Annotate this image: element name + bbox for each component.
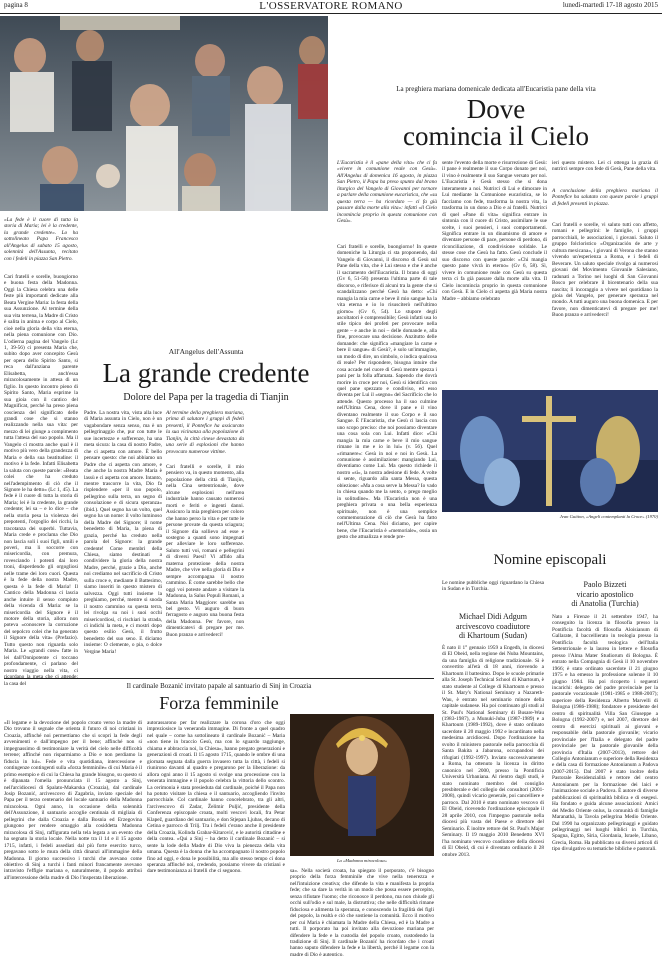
painting-caption: Jean Guitton, «Angeli contemplanti la Croce» (1970)	[559, 514, 658, 519]
painting-image	[442, 390, 658, 512]
dove-col3-intro: A conclusione della preghiera mariana il Pontefice ha salutato con queste parole i gruppi di fedeli presenti in piazza.	[552, 188, 658, 207]
forza-kicker: Il cardinale Bozanić invitato papale al santuario di Sinj in Croazia	[126, 682, 312, 690]
nomine-b-name	[552, 580, 658, 609]
intro-quote: «La fede è il cuore di tutta la storia di Maria; lei è la credente, la grande credente». Lo ha sottolineato Papa Francesco all'Angelus di sabato 15 agosto, solennità dell'Assunta, recitato con i fedeli in piazza San Pietro.	[4, 217, 78, 262]
madonna-caption: La «Madonna miracolosa»	[336, 858, 388, 863]
page-number: pagina 8	[4, 1, 28, 9]
nomine-b-name-line1: Paolo Bizzeti	[583, 580, 627, 589]
dove-col1: Cari fratelli e sorelle, buongiorno! In queste domeniche la Liturgia ci sta proponendo, dal Vangelo di Giovanni, il discorso di Gesù sul Pane della vita, che è Lui stesso e che è anche il sacramento dell'Eucaristia. Il brano di oggi (Gv 6, 51-58) presenta l'ultima parte di tale discorso, e riferisce di alcuni tra la gente che si scandalizzano perché Gesù ha detto: «Chi mangia la mia carne e beve il mio sangue ha la vita eterna e io lo risusciterò nell'ultimo giorno» (Gv 6, 54). Lo stupore degli ascoltatori è comprensibile; Gesù infatti usa lo stile tipico dei profeti per provocare nella gente – e anche in noi – delle domande e, alla fine, provocare una decisione. Anzitutto delle domande: che significa «mangiare la carne e bere il sangue» di Gesù?, è solo un'immagine, un modo di dire, un simbolo, o indica qualcosa di reale? Per rispondere, bisogna intuire che cosa accade nel cuore di Gesù mentre spezza i pani per la folla affamata. Sapendo che dovrà morire in croce per noi, Gesù si identifica con quel pane spezzato e condiviso, ed esso diventa per Lui il «segno» del Sacrificio che lo attende. Questo processo ha il suo culmine nell'Ultima Cena, dove il pane e il vino diventano realmente il suo Corpo e il suo Sangue. È l'Eucaristia, che Gesù ci lascia con uno scopo preciso: che noi possiamo diventare una cosa sola con Lui. Infatti dice: «Chi mangia la mia carne e beve il mio sangue rimane in me e io in lui» (v. 56). Quel «rimanere»: Gesù in noi e noi in Gesù. La comunione è assimilazione: mangiando Lui, diventiamo come Lui. Ma questo richiede il nostro «sì», la nostra adesione di fede. A volte si sente, riguardo alla santa Messa, questa obiezione: «Ma a cosa serve la Messa? Io vado in chiesa quando me la sento, o prego meglio in solitudine». Ma l'Eucaristia non è una preghiera privata o una bella esperienza spirituale, non è una semplice commemorazione di ciò che Gesù ha fatto nell'Ultima Cena. Noi diciamo, per capire bene, che l'Eucaristia è «memoriale», ossia un gesto che attualizza e rende pre-	[337, 244, 437, 541]
nomine-a-name-line2: arcivescovo coadiutore	[456, 621, 530, 631]
madonna-miracolosa-painting	[290, 714, 434, 856]
angelus-col2: Cari fratelli e sorelle, il mio pensiero va, in questo momento, alla popolazione della città di Tianjin, nella Cina settentrionale, dove alcune esplosioni nell'area industriale hanno causato numerosi morti e feriti e ingenti danni. Assicuro la mia preghiera per coloro che hanno perso la vita e per tutte le persone provate da questa sciagura; il Signore dia sollievo ad esse e sostegno a quanti sono impegnati per alleviare le loro sofferenze. Saluto tutti voi, romani e pellegrini di diversi Paesi! Vi affido alla materna protezione della nostra Madre, che vive nella gloria di Dio e sempre accompagna il nostro cammino. È come sarebbe bello che oggi voi poteste andare a visitare la Madonna, la Salus Populi Romani, a Santa Maria Maggiore: sarebbe un bel gesto. Vi auguro di buon ferragosto e auguro una buona festa della Madonna. Per favore, non dimenticatevi di pregare per me. Buon pranzo e arrivederci!	[166, 464, 244, 638]
nomine-b-body: Nato a Firenze il 21 settembre 1947, ha conseguito la licenza in filosofia presso la Pontificia facoltà di filosofia Aloisianum di Gallarate, il baccellierato in teologia presso la Pontificia facoltà teologica dell'Italia Settentrionale e la laurea in lettere e filosofia presso l'Alma Mater Studiorum di Bologna. È entrato nella Compagnia di Gesù il 10 novembre 1966; è stato ordinato sacerdote il 21 giugno 1975 e ha emesso la professione solenne il 10 giugno 1984. Ha poi ricoperto i seguenti incarichi: delegato del padre provinciale per la pastorale vocazionale (1981-1985 e 1988-2007); superiore della Residenza Alberto Marvelli di Bologna (1986-1988); fondatore e presidente del centro di spiritualità Villa San Giuseppe a Bologna (1992-2007) e, nel 2007, direttore del centro di esercizi spirituali ai giovani e responsabile della pastorale giovanile; vicario provinciale per l'Italia e delegato del padre provinciale per la pastorale giovanile della provincia d'Italia (2007-2013), rettore del Collegio Antonianum e superiore della Residenza e della casa di formazione Antonianum a Padova (2007-2015). Dal 2007 è stato inoltre della Pastorale Residenzialità e rettore del centro Antonianum per la formazione dei laici e l'animazione sociale a Padova. È autore di diverse pubblicazioni di spiritualità biblica e di esegesi. Ha fondato e guida alcune associazioni: Amici del Medio Oriente onlus, la comunità di famiglie Maranathà, la Tavola pellegrina Medio Oriente. Dal 1990 ha organizzato pellegrinaggi e guidato pellegrinaggi nei luoghi biblici in Turchia, Spagna, Egitto, Siria, Giordania, Israele, Libano, Grecia, Roma. Ha pubblicato su diversi articoli di tipo divulgativo su tematiche bibliche e pastorali.	[552, 614, 658, 853]
dove-col3: ieri questo mistero. Lei ci ottenga la grazia di nutrirci sempre con fede di Gesù, Pane della vita.	[552, 160, 658, 173]
header-rule	[0, 13, 662, 14]
forza-col2: autorassarono per far realizzare la corona d'oro che oggi impreziosisce la veneranda immagine. Di fronte a quel quadro nel quale – come ha sottolineato il cardinale Bozanić – Maria «non tiene in braccio Gesù, ma con lo sguardo raggiunge, chiama e abbraccia noi, la Chiesa», hanno pregato generazioni e generazioni di croati. Il 15 agosto 1715, quando le ombre di una giornata segnata dalla guerra invasero tutta la città, i fedeli si riunirono davanti al quadro e pregarono per la liberazione: da allora ogni anno il 15 agosto si svolge una processione con la venerata immagine e il popolo celebra la vittoria dello scontro. La cerimonia è stata presieduta dal cardinale, poiché il Papa non ha potuto visitare la chiesa e il santuario, accogliendo l'invito parrocchiale. Col cardinale hanno concelebrato, tra gli altri, l'arcivescovo di Zadar, Želimir Puljić, presidente della Conferenza episcopale croata, molti vescovi locali, fra Petar Klapež, guardiano del santuario, e don Stjepan Ljubas, decano di Cetina e parroco di Trilj. Tra i fedeli c'erano anche il presidente della Croazia, Kolinda Grabar-Kitarović, e le autorità cittadine e della contea. «Qui a Sinj – ha detto il cardinale Bozanić – si sente la lode della Madre di Dio viva la pienezza della vita umana. Questa è la donna che ha accompagnato il nostro popolo fino ad oggi, e dona le possibilità, ma allo stesso tempo ci dona speranza affinché noi, credendo, possiamo vivere da cristiani e dare testimonianza ai fratelli che ci seguono.	[147, 720, 285, 875]
issue-date: lunedì-martedì 17-18 agosto 2015	[562, 1, 658, 9]
crowd-photo	[0, 16, 328, 211]
crowd-photo-image	[0, 16, 328, 211]
nomine-a-name	[442, 612, 544, 641]
intro-body: Cari fratelli e sorelle, buongiorno e buona festa della Madonna. Oggi la Chiesa celebra una delle feste più importanti dedicate alla Beata Vergine Maria: la festa della sua Assunzione. Al termine della sua vita terrena, la Madre di Cristo è salita in anima e corpo al Cielo, cioè nella gloria della vita eterna, nella piena comunione con Dio. L'odierna pagina del Vangelo (Lc 1, 39-56) ci presenta Maria che, subito dopo aver concepito Gesù per opera dello Spirito Santo, si reca dall'anziana parente Elisabetta, anch'essa miracolosamente in attesa di un figlio. In questo incontro pieno di Spirito Santo, Maria esprime la sua gioia con il cantico del Magnificat, perché ha preso piena coscienza del significato delle grandi cose che si stanno realizzando nella sua vita: per mezzo di lei giunge a compimento tutta l'attesa del suo popolo. Ma il Vangelo ci mostra anche qual è il motivo più vero della grandezza di Maria e della sua beatitudine: il motivo è la fede. Infatti Elisabetta la saluta con queste parole: «Beata colei che ha creduto nell'adempimento di ciò che il Signore le ha detto» (Lc 1, 45). La fede è il cuore di tutta la storia di Maria; lei è la credente, la grande credente; lei sa – e lo dice – che nella storia pesa la violenza dei prepotenti, l'orgoglio dei ricchi, la tracotanza dei superbi. Tuttavia, Maria crede e proclama che Dio non lascia soli i suoi figli, umili e poveri, ma li soccorre con misericordia, con premura, rovesciando i potenti dai loro troni, disperdendo gli orgogliosi nelle trame dei loro cuori. Questa è la fede della nostra Madre, questa è la fede di Maria! Il Cantico della Madonna ci lascia anche intuire il senso compiuto della vicenda di Maria: se la misericordia del Signore è il motore della storia, allora non poteva «conoscere la corruzione del sepolcro colei che ha generato il Signore della vita» (Prefazio). Tutto questo non riguarda solo Maria. Le «grandi cose» fatte in lei dall'Onnipotente ci toccano profondamente, ci parlano del nostro viaggio nella vita, ci la casa del	[4, 274, 78, 687]
nomine-a-name-line3: di Khartoum (Sudan)	[459, 631, 527, 640]
angelus-kicker: All'Angelus dell'Assunta	[168, 347, 244, 356]
dove-col1-intro: L'Eucaristia è il «pane della vita» che ci fa «vivere in comunione reale con Gesù». All'Angelus di domenica 16 agosto, in piazza San Pietro, il Papa ha preso spunto dal brano liturgico del Vangelo di Giovanni per tornare a parlare della comunione eucaristica, che «su questa terra — ha ricordato — ci fa già passare dalla morte alla vita»: infatti «il Cielo incomincia proprio in questa comunione con Gesù».	[337, 160, 437, 225]
nomine-a-body: È nato il 1° gennaio 1959 a Engedh, in diocesi di El Obeid, nella regione dei Nuba Mountains, da una famiglia di religione tradizionale. Si è convertito all'età di 18 anni, ricevendo a Khartoum il battesimo. Dopo le scuole primarie alla St. Joseph Technical School di Khartoum, è stato studente al College di Khartoum e presso il St. Mary's National Seminary a Nazareth-Wau, è entrato nel seminario minore della capitale sudanese. Ha poi continuato gli studi al St. Paul's National Seminary di Busare-Wau (1983-1987), a Munuki-Juba (1987-1989) e a Khartoum (1989-1992), dove è stato ordinato sacerdote il 20 maggio 1992 e incardinato nella medesima arcidiocesi. Dopo l'ordinazione ha svolto il ministero pastorale nella parrocchia di Santa Bakita a Jabarona, occupandosi dei rifugiati (1992-1997). Inviato successivamente a Roma, ha ottenuto la licenza in diritto canonico nel 2000, presso la Pontificia Università Urbaniana. Al rientro dagli studi, è stato nominato membro del consiglio presbiterale e del collegio dei consultori (2001-2008), quindi vicario generale, poi cancelliere e parroco. Dal 2010 è stato nominato vescovo di El Obeid, ricevendo l'ordinazione episcopale il 28 aprile 2010, con l'impegno pastorale nella diocesi più vasta del Paese e direttore del Seminario. È inoltre rettore del St. Paul's Major Seminary. Il 19 maggio 2010 Benedetto XVI l'ha nominato vescovo coadiutore della diocesi di El Obeid, di cui è diventato ordinario il 28 ottobre 2013.	[442, 645, 544, 858]
dove-title-line1: Dove	[466, 94, 526, 124]
angelus-col1: Padre. La nostra vita, vista alla luce di Maria assunta in Cielo, non è un vagabondare senza senso, ma è un pellegrinaggio che, pur con tutte le sue incertezze e sofferenze, ha una meta sicura: la casa di nostro Padre, che ci aspetta con amore. È bello pensare questo: che noi abbiamo un Padre che ci aspetta con amore, e che anche la nostra Madre Maria è lassù e ci aspetta con amore. Intanto, mentre trascorre la vita, Dio fa risplendere «per il suo popolo, pellegrino sulla terra, un segno di consolazione e di sicura speranza» (ibid.). Quel segno ha un volto, quel segno ha un nome: il volto luminoso della Madre del Signore; il nome benedetto di Maria, la piena di grazia, perché ha creduto nella parola del Signore: la grande credente! Come membri della Chiesa, siamo destinati a condividere la gloria della nostra Madre, perché, grazie a Dio, anche noi crediamo nel sacrificio di Cristo sulla croce e, mediante il Battesimo, siamo inseriti in questo mistero di salvezza. Oggi tutti insieme la preghiamo, perché, mentre si snoda il nostro cammino su questa terra, lei rivolga su noi i suoi occhi misericordiosi, ci rischiari la strada, ci indichi la meta, e ci mostri dopo questo esilio Gesù, il frutto benedetto del suo seno. E diciamo insieme: O clemente, o pia, o dolce Vergine Maria!	[84, 410, 162, 655]
angelus-title: La grande credente	[102, 358, 310, 388]
masthead: L'OSSERVATORE ROMANO	[259, 0, 403, 12]
forza-rule	[4, 678, 434, 679]
madonna-image	[290, 714, 434, 856]
nomine-intro: Le nomine pubbliche oggi riguardano la Chiesa in Sudan e in Turchia.	[442, 580, 544, 593]
nomine-title: Nomine episcopali	[493, 552, 607, 568]
forza-col1: «Il legame e la devozione del popolo croato verso la madre di Dio trovano il segnale che orienta il futuro di noi cristiani in Croazia, affinché noi permettiamo che si scopri la fede degli avvenimenti e dall'impegno per il bene; affinché non si impegnassimo di testimoniare la verità del cielo nelle difficoltà terrene; affinché non risparmiamo a Dio e non perdiamo la fiducia in lui». Fede e vita quotidiana, intercessione e contingenze contingenti sulla «forza femminile» di cui Maria è il primo esempio e di cui la Chiesa ha grande bisogno, su questo si è dipanata l'omelia pronunciata il 15 agosto a Sinj, nell'arcidiocesi di Spalato-Makarska (Croazia), dal cardinale Josip Bozanić, arcivescovo di Zagabria, inviato speciale del Papa per il terzo centenario del locale santuario della Madonna miracolosa. Ogni anno, in occasione della solennità dell'Assunzione, il santuario accoglie centinaia di migliaia di pellegrini che dalla Croazia e dalla Bosnia ed Erzegovina giungono per rendere omaggio alla cosiddetta Madonna miracolosa di Sinj, raffigurata nella tela legata a un evento che ha segnato la storia locale. Nella notte tra il 14 e il 15 agosto 1715, infatti, i fedeli assediati dal più forte esercito turco, pregavano sotto le mura della città dinanzi all'immagine della Madonna. Il giorno successivo i turchi che avevano come obiettivo di Sinj a turchi i fanti minori francamente avevano intravisto l'effigie mariana e, naturalmente, il popolo attribuì all'intercessione della madre di Dio l'insperata liberazione.	[4, 720, 142, 881]
dove-title-line2: comincia il Cielo	[403, 121, 589, 151]
nomine-a-name-line1: Michael Didi Adgum	[459, 612, 527, 621]
dove-kicker: La preghiera mariana domenicale dedicata all'Eucaristia pane della vita	[396, 85, 596, 93]
angelus-subtitle: Dolore del Papa per la tragedia di Tianjin	[123, 392, 289, 403]
nomine-b-name-line2: vicario apostolico	[576, 589, 634, 599]
angels-painting	[442, 390, 658, 512]
angelus-col2-intro: Al termine della preghiera mariana, prima di salutare i gruppi di fedeli presenti, il Pontefice ha assicurato la sua vicinanza alla popolazione di Tianjin, la città cinese devastata da una serie di esplosioni che hanno provocato numerose vittime.	[166, 410, 244, 455]
dove-col2: sente l'evento della morte e risurrezione di Gesù: il pane è realmente il suo Corpo donato per noi, il vino è realmente il suo Sangue versato per noi. L'Eucaristia è Gesù stesso che si dona interamente a noi. Nutrirci di Lui e dimorare in Lui mediante la Comunione eucaristica, se lo facciamo con fede, trasforma la nostra vita, la trasforma in un dono a Dio e ai fratelli. Nutrirci di quel «Pane di vita» significa entrare in sintonia con il cuore di Cristo, assimilare le sue scelte, i suoi pensieri, i suoi comportamenti. Significa entrare in un dinamismo di amore e diventare persone di pace, persone di perdono, di riconciliazione, di condivisione solidale. Le stesse cose che Gesù ha fatto. Gesù conclude il suo discorso con queste parole: «Chi mangia questo pane vivrà in eterno» (Gv 6, 58). Sì, vivere in comunione reale con Gesù su questa terra ci fa già passare dalla morte alla vita. Il Cielo incomincia proprio in questa comunione con Gesù. E in Cielo ci aspetta già Maria nostra Madre – abbiamo celebrato	[442, 160, 547, 302]
forza-col3: sa». Nella società croata, ha spiegato il porporato, c'è bisogno proprio della forza femminile che vive nella tenerezza e nell'intuizione creativa; che difende la vita e manifesta la propria fede; che sa dare la verità in un modo che possa essere percepito, senza rifiutare l'uomo; che riconosce il perdono, ma non chiude gli occhi sull'odio e sul male, la distruttiva; che nelle difficoltà rimane fiduciosa e alimenta la speranza, e conoscendo la fragilità dei figli del popolo, la realtà e ciò che sostiene la comunità. Ecco il motivo per cui Maria è chiamata la Madre della Chiesa, ed è la Madre a tutti. Il porporato ha poi invitato alla devozione mariana per difendere la fede e la custodia del popolo croato, custodendo la tradizione di Sinj. Il cardinale Bozanić ha ricordato che i croati hanno saputo difendere la fede e la libertà, perché il legame con la madre di Dio è autentico.	[290, 868, 434, 958]
dove-col3-b: Cari fratelli e sorelle, vi saluto tutti con affetto, romani e pellegrini: le famiglie, i gruppi parrocchiali, le associazioni, i giovani. Saluto il gruppo folcloristico «Organización de arte y cultura mexicana», i giovani di Verona che stanno vivendo un'esperienza a Roma, e i fedeli di Beverare. Un saluto speciale rivolgo ai numerosi giovani del Movimento Giovanile Salesiano, radunati a Torino nei luoghi di San Giovanni Bosco per celebrare il bicentenario della sua nascita; li incoraggio a vivere nel quotidiano la gioia del Vangelo, per generare speranza nel mondo. A tutti auguro una buona domenica. E per favore, non dimenticatevi di pregare per me! Buon pranzo e arrivederci!	[552, 222, 658, 319]
nomine-b-name-line3: di Anatolia (Turchia)	[571, 599, 639, 608]
forza-title: Forza femminile	[159, 693, 279, 713]
